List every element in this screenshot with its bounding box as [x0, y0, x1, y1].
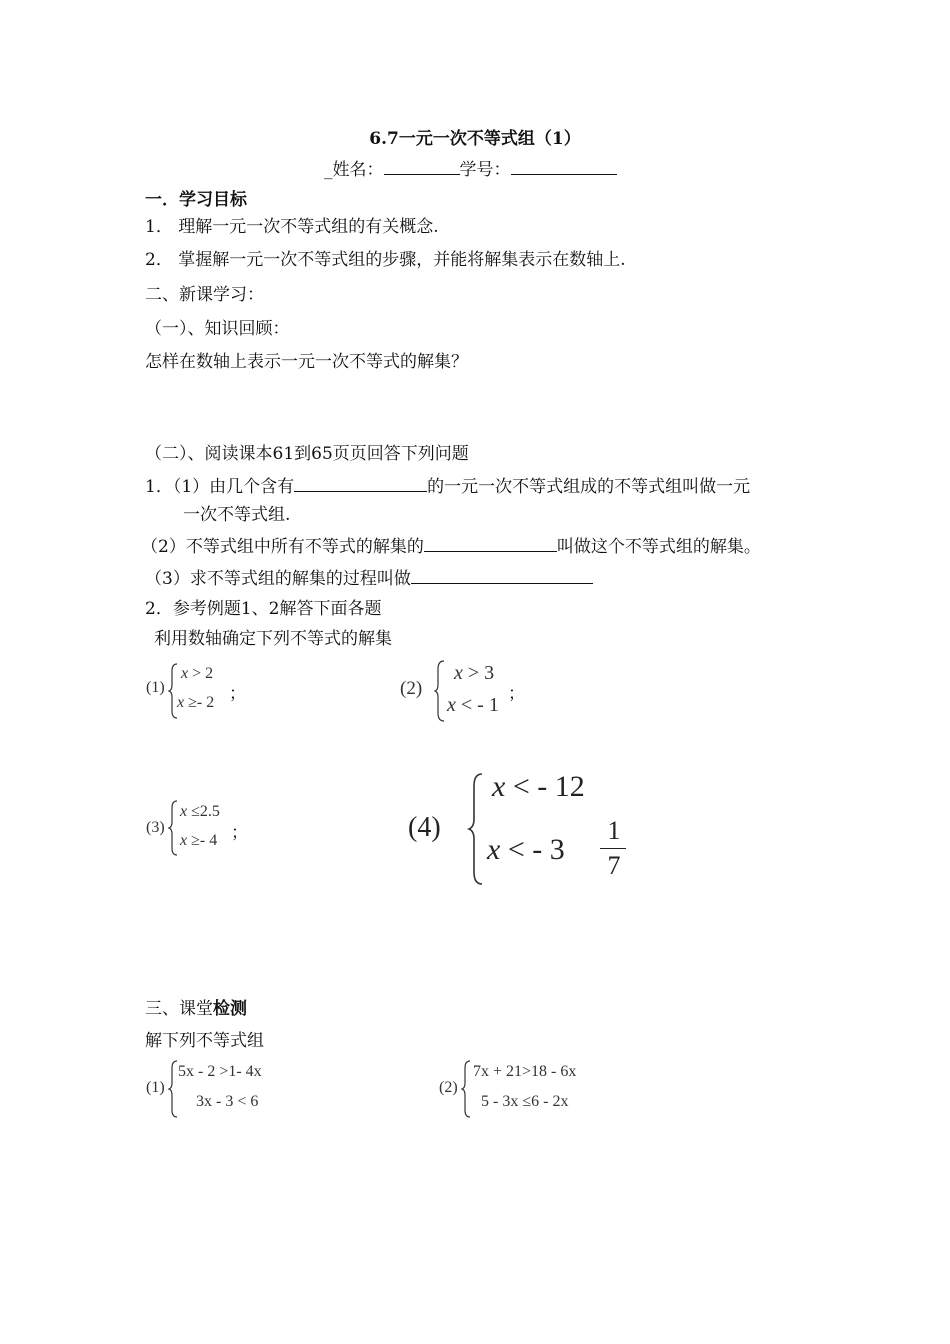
question-1a-continued: 一次不等式组.: [183, 505, 291, 525]
objective-item: 1． 理解一元一次不等式组的有关概念.: [145, 217, 439, 237]
question-1a: [145, 475, 750, 498]
example-2-brace: [434, 660, 447, 722]
question-2-instruction: 利用数轴确定下列不等式的解集: [154, 629, 392, 649]
page-title: 6.7一元一次不等式组（1）: [369, 129, 581, 149]
example-3-label: (3): [146, 819, 165, 836]
objective-item: 2． 掌握解一元一次不等式组的步骤，并能将解集表示在数轴上.: [145, 250, 626, 270]
example-2-line1: x > 3: [454, 662, 495, 684]
example-3-brace: [168, 800, 180, 856]
id-label: 学号：: [459, 160, 511, 180]
example-4-line1: x < - 12: [492, 770, 585, 803]
example-1-tail: ；: [229, 684, 246, 704]
problem-2-brace: [461, 1060, 473, 1118]
problem-1-label: (1): [146, 1079, 165, 1096]
example-3-line1: x ≤2.5: [180, 803, 220, 820]
review-heading: （一）、知识回顾：: [145, 319, 290, 339]
question-1b-suffix: 叫做这个不等式组的解集。: [556, 537, 761, 557]
example-4-label: (4): [408, 812, 441, 843]
question-1a-suffix: 的一元一次不等式组成的不等式组叫做一元: [427, 477, 751, 497]
problem-2-label: (2): [439, 1079, 458, 1096]
example-4-fraction-numerator: 1: [607, 816, 621, 845]
blank-1c[interactable]: [411, 567, 593, 584]
section3-heading: [145, 998, 247, 1020]
problem-2-line2: 5 - 3x ≤6 - 2x: [481, 1093, 569, 1110]
example-1-line2: x ≥- 2: [177, 694, 215, 711]
name-label: _姓名：: [324, 160, 384, 180]
section1-heading: 一．学习目标: [145, 190, 247, 210]
section2-heading: 二、新课学习：: [145, 285, 264, 305]
example-4-fraction-denominator: 7: [607, 851, 621, 880]
blank-1a[interactable]: [294, 475, 427, 492]
question-1b: [141, 535, 761, 558]
example-3-line2: x ≥- 4: [180, 832, 218, 849]
reading-heading: （二）、阅读课本61到65页页回答下列问题: [145, 444, 469, 464]
question-1b-prefix: （2）不等式组中所有不等式的解集的: [141, 537, 424, 557]
example-1-line1: x > 2: [181, 665, 214, 682]
review-question: 怎样在数轴上表示一元一次不等式的解集？: [145, 352, 468, 372]
example-2-tail: ；: [508, 684, 525, 704]
example-4-fraction-bar: [600, 848, 626, 849]
example-2-label: (2): [400, 678, 423, 699]
blank-1b[interactable]: [424, 535, 557, 552]
question-1c: [145, 567, 593, 590]
question-1c-prefix: （3）求不等式组的解集的过程叫做: [145, 569, 411, 589]
name-id-line: [324, 158, 617, 181]
section3-instruction: 解下列不等式组: [145, 1031, 264, 1051]
name-blank[interactable]: [384, 158, 460, 175]
section3-heading-prefix: 三、课堂: [145, 999, 213, 1019]
section3-heading-bold: 检测: [213, 999, 247, 1019]
example-4-brace: [467, 772, 485, 886]
problem-2-line1: 7x + 21>18 - 6x: [473, 1063, 577, 1080]
id-blank[interactable]: [511, 158, 617, 175]
problem-1-line2: 3x - 3 < 6: [196, 1093, 259, 1110]
problem-1-line1: 5x - 2 >1- 4x: [178, 1063, 262, 1080]
question-1a-prefix: 1．（1）由几个含有: [145, 477, 295, 497]
question-2-heading: 2．参考例题1、2解答下面各题: [145, 599, 382, 619]
example-1-label: (1): [146, 679, 165, 696]
example-4-line2: x < - 3: [487, 833, 565, 866]
example-2-line2: x < - 1: [447, 694, 499, 716]
example-3-tail: ；: [231, 823, 248, 843]
